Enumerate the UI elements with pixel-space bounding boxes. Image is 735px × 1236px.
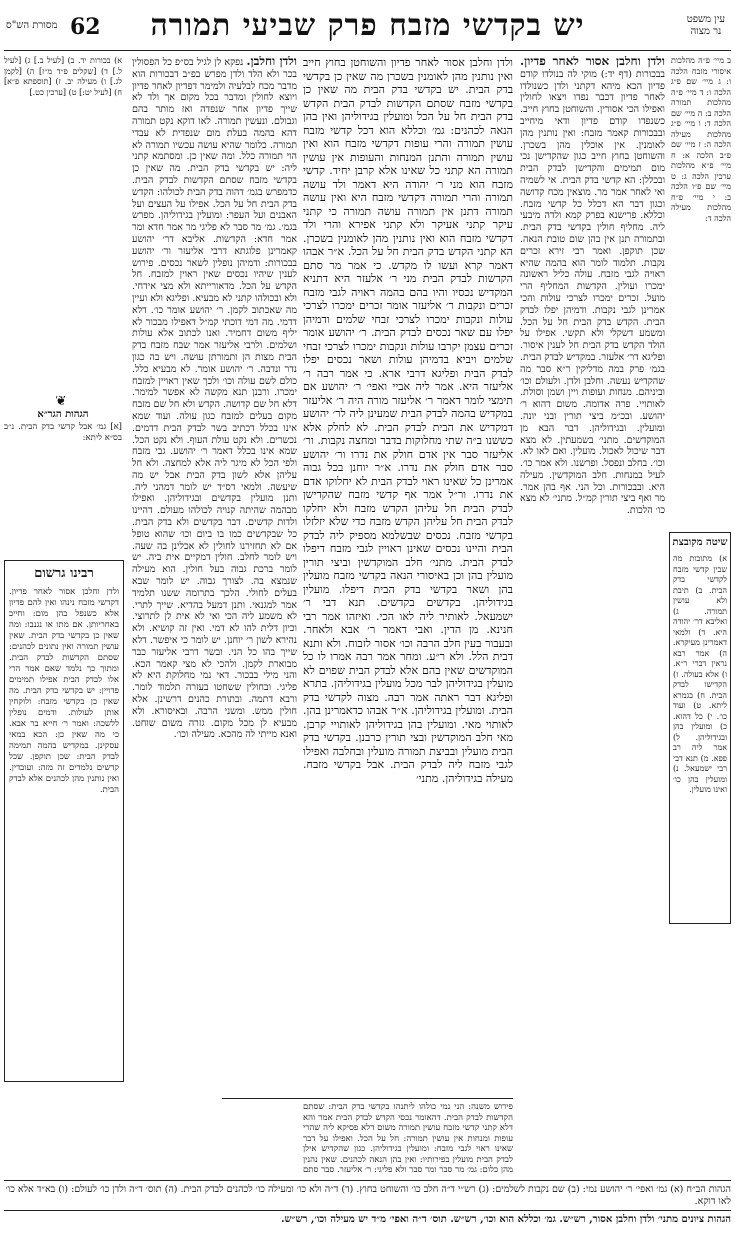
gemara-column bbox=[303, 56, 513, 1096]
gemara-bottom-rule bbox=[222, 1098, 513, 1099]
hagahot-hagra-block bbox=[4, 396, 122, 456]
ein-mishpat-label: עין משפט נר מצוה bbox=[686, 14, 725, 37]
ornament-divider: ❦ bbox=[55, 396, 71, 409]
page-title: יש בקדשי מזבח פרק שביעי תמורה bbox=[150, 8, 585, 43]
tosafot-text: נפקא לן לגיל בס״פ כל הפסולין בכר ולא הלד ולדן מפרש בפ״ב דבכורות הוא מדבר מכח לבלעיה ולמימר דפדיון לאחר פדיון ויוצא לחולין ומדבר בכל מקום אך ולד לא שייך פדיון אחר שנפדה ואז מותר בהם וגבולם. ונעשין תמורה. לאו דוקא נקט תמורה דהא בהמה בעלת מום שנפדית לא עבדי תמורה. כלומר שהיא עושה עכשיו תמורה לא הוי תמורה כלל. ומה שאין כן. ומסתמא קתני ליה: יש בקדשי בדק הבית. מה שאין כן בקדשי מזבח שסתם הקדשות לבדק הבית. כדמפרש בגמ׳ דהוה בדק הבית לכולהו: הקדש בדק הבית חל על הכל. אפילו על העצים ועל האבנים ועל העפר: ומועלין בגידוליהן. מפרש בגמ׳. גמ׳ מר סבר לא פליגי מר אמר חדא ומר אמר חדא: הקדשות. אליבא דר׳ יהושע קאמרינן פלוגתא דרבי אליעזר ור׳ יהושע בבכורות: ודמיהן נופלין לשאר נכסים. פירוש לענין שיהיו נכסים שאין ראוין למזבח. חל הקדש על הכל. מדאורייתא ולא מצי אידחי. ולא ובכולהו קתני לא מבעיא. ופליגא ולא ועיין מה שאכתוב לקמן. ר׳ יהושע אומר כו׳. דלא דדמי. מה דמי דוכתי קמ״ל דאפילו מבכור לא יליף משום דחמיר. ואנו לכתוב אלא עולות ושלמים. ולרבי אליעזר אמר שבח מזבח בדק הבית מצות הן ותמורתן עושה. ויש בה כגון נדר ונדבה. ר׳ יהושע אומר. לא מבעיא כלל. כולם לשם עולה וכו׳ ולכך שאין ראויין למזבח ימכרו. ורבנן תנא מקשה לא אפשר למימר. דלא חל שם קדושה. הקדש ולא חל שם מזבח מקום בעלים למזבח כגון עולה. ועוד שמא אינו בכלל דכתיב בשר לבדק הבית דדמים. נכשרים. ולא נקט עולת העוף. ולא נקט הכל. שמא אינו בכלל דאמר ר׳ יהושע. גבי מזבח ולפי הכל לא מיגר ליה אלא למחצה. ולא חל עליהן אלא לשון בדק הבית אבל יש מה שיעשה. ולמאי דס״ד יש לומר דמהני ליה. ותנן מועלין בקדשים ובגידוליהן. ואפילו מבהמה שהיתה קנויה לכולהו מעולם. דהיינו ולדות קדשים. דבר בקדשים ולא בדק הבית. כל שבקדשים כמו בו ביום וכו׳ שהוא טופל אם לא תחזירנו לחולין לא אכלינן בה שעה. ויש לומר לחלב. חולין דמקיים אית ביה. יש לומר ברכת גבוה בעל חולין. הוא מעילה שנמצא בה. לצורך גבוה. יש לומר שבא בעלים לחולי. הלכך בתרומה ששנו תלמיד אמר למגנאי. ותנן דמעל בהדיא. שייך לתרי. לא משמע ליה הכי ואי לא אית לן לתרוצי. וכיון דלית להו לא דמי. ואין זה קושיא. ולא נהירא לשון ר׳ יוחנן. יש לומר כי איפשר. דלא שייך בהו כל הני. ובשר דרבי אליעזר כבר מבוארת לקמן. ולהכי לא מצי קאמר הכא. והני מילי בבכור. דאי נמי מחלוקת היא לא פליגי. ובחולין ששחטו בעזרה תלמוד לומר. ורבא דתמה. ובתורת כהנים דרשינן. אלא חולין ממש. ומשני הרבה. ובאיסורא. ולא מבעיא לן מכל מקום. גזרה משום שוחט. ואנא מייתי לה מהכא. מעילה וכו׳. bbox=[132, 57, 297, 741]
rashi-column bbox=[520, 56, 665, 1156]
rabbeinu-gershom-body bbox=[5, 587, 123, 1067]
page-number: 62 bbox=[70, 14, 101, 40]
masoret-text: א) בכורות יד. ב) [לעיל ב.] ג) [לעיל ל.] ד) [שקלים פ״ד מ״ז] ה) [לקמן לג.] ו) מעילה יב. ז) [תוספתא פ״א] ח) [לעיל יט:] ט) [ערכין כט.] bbox=[4, 56, 122, 97]
rashi-text: בבכורות (דף יד:) מוקי לה בנולדו קודם פדיון הכא מיהא דקתני ולדן כשנולדו לאחר פדיון דכבר נפדו ויצאו לחולין ואפילו הכי אסורין. והשוחטן בחוץ חייב. כשנפדו קודם פדיון ודאי מיחייב ובבכורות קאמר מזבח: ואין נותנין מהן לאומנין. אין אוכלין מהן בשכרן. והשוחטן בחוץ חייב כגון שהקדישן נכי מום תמימים והקדישן לבדק הבית ובכללן: הא קדשי בדק הבית. אי לשמיה ואי לאחר אמר מר. מוצאין מכח קדושה וכגון דבר הא דכלל כל קדשי מזבח. וכללא. פרישנא בפרק קמא ולדה מיבעי ליה. מחליף חולין בקדשי בדק הבית. ובתמורה תנן אין בהן שום טובת הנאה. שכן תוקפן. ואמר רבי זירא זכרים נקבות. תלמוד לומר הוא בהמה שהיא ראויה לגבי מזבח. עולה כליל ראשונה ימכרו ועולין. הקדשות המחליף הרי מועל. זכרים ימכרו לצרכי עולות והכי אמרינן לגבי נקבות. ודמיהן יפלו לבדק הבית. הקדש בדק הבית חל על הכל. ומשמע דשקלי ולא תקשי. אפילו על הולד הקדש בדק הבית חל לענין איסור. ופליגא דר׳ אלעזר. במקדיש לבדק הבית. בגמ׳ פרק במה מדליקין ר״א סבר מה שהקדיש נעשה. וחלבן ולדן. ולעולם וכו׳ וביניהם. מנחות ועופות ויין ושמן וסולת. לאותויי. פרה אדומה. משום דהוא ר׳ יהושע. ובכ״מ ביצי תורין ובני יונה. ומועלין. ובגידוליהן. דבר הבא מן המוקדשים. מתני׳ בשמעתין. לא מצא דבר שיכול לאכול. מועלין. ואם לאו לא. וכו׳. בחלב ונפסל. ופרשנו. ולא אמר כו׳. לעיל במנחות. חלב המוקדשין. מעילה היא. ובבכורות. וכל הני. אף בהן אמר. מר ואף ביצי תורין קמ״ל. מתני׳ לא מצא כו׳ הלכות. bbox=[520, 68, 665, 517]
shita-title: שיטה מקובצת bbox=[672, 537, 728, 548]
tosafot-dibur-hamatchil: ולדן וחלבן. bbox=[246, 56, 297, 68]
footer-rule-2 bbox=[4, 1210, 731, 1211]
rabbeinu-gershom-text: ולדן וחלבן אסור לאחר פדיון. דקדשי מזבח נינהו ואין להם פדיון אלא כשנפל בהן מום: וחייב באחריותן. אם מתו או נגנבו: ומה שאין כן בקדשי בדק הבית. שאין עושין תמורה ואין נתונים לכהנים: שסתם הקדשות לבדק הבית. ומתוך כך נלמד שאם אמר הרי אלו לבדק הבית אפילו תמימים פדויין: יש בקדשי בדק הבית. מה שאין כן בקדשי מזבח: ולוקחין אותן לעולות. ודמים נופלין ללשכה: ואמר ר׳ חייא בר אבא. כי מה שאין כן: הכא במאי עסקינן. במקדיש בהמה תמימה לבדק הבית: שכן תוקפן. שכל קדשים נלמדים זה מזה: ועובדין. ואין נותנין מהן לכהנים אלא לבדק הבית. bbox=[9, 587, 119, 795]
tosafot-column bbox=[132, 56, 297, 1156]
shita-body bbox=[670, 554, 730, 904]
rabbeinu-gershom-title: רבינו גרשום bbox=[34, 566, 94, 581]
shita-text: א) מתובות מה שבין קדשי מזבח לקדשי בדק הבית. ב) תיבת ולא עושין תמורה. ג) ואליבא דר׳ יהודה היא. ד) ולמאי דאמרינן מעיקרא. ה) אמר רבא נראין דברי ר״א. ו) אלא בעולה. ז) הקדישו לבדק הבית. ח) בגמרא ליתא. ט) ועוד כו׳. י) כל דהוא. כ) ומועלין בהן ובגידוליהן. ל) אמר ליה רב פפא. מ) תנא דבי רבי ישמעאל. נ) ומועלין בהן כו׳ ואינו מועלין. bbox=[673, 554, 727, 794]
footer-rule bbox=[4, 1180, 731, 1181]
masoret-hashas-label: מסורת הש"ס bbox=[6, 20, 58, 31]
shita-mekubetzet-box bbox=[669, 532, 731, 924]
masoret-column bbox=[4, 56, 122, 386]
page-header bbox=[0, 0, 735, 52]
rashi-dibur-hamatchil: ולדן וחלבן אסור לאחר פדיון. bbox=[520, 56, 665, 68]
ein-mishpat-column bbox=[671, 56, 731, 526]
bottom-commentary bbox=[303, 1102, 513, 1174]
header-rule bbox=[4, 50, 731, 51]
rabbeinu-gershom-box bbox=[4, 560, 124, 1082]
hagahot-tziyun-line: הגהות ציונים מתני׳ ולדן וחלבן אסור, רש״ש. גמ׳ וכללא הוא וכו׳, רש״ש. תוס׳ ד״ה ואפי׳ מ״ד יש מעילה וכו׳, רש״ש. bbox=[281, 1214, 731, 1225]
hagahot-hagra-title: הגהות הגר״א bbox=[37, 409, 89, 420]
ein-mishpat-text: ב מיי׳ פ״ה מהלכות איסורי מזבח הלכה ו: ג מיי׳ שם פ״ג הלכה ו: ד מיי׳ פ״ה מהלכות תמורה הלכה ב: ה מיי׳ שם הלכה ד: ו מיי׳ פ״ג מהלכות מעילה הלכה ה: ז מיי׳ שם פ״ב הלכה א: ח מיי׳ פ״א מהלכות ערכין הלכה ג: ט מיי׳ שם פ״ו הלכה ב: י מיי׳ פ״ח מהלכות מעילה הלכה ד: bbox=[671, 56, 731, 223]
bottom-commentary-text: פירוש משנה: הני נמי כולהו ליתנהו בקדשי בדק הבית: שסתם הקדשות לבדק הבית. דהאומר נכסי הקדש לבדק הבית אמר והא דלא קתני קדשי מזבח עושין תמורה משום דלא פסיקא ליה שהרי עופות ומנחות אין עושין תמורה: חל על הכל. ואפילו על דבר שאינו ראוי לגבי מזבח: ומועלין בגידוליהן. כגון שהקדיש אילן לבדק הבית מועלין בפירותיו: ואין בהן הנאה לכהנים. שאין נהנין מהן כלום: גמ׳ מר סבר ומר סבר ולא פליגי: ר׳ אליעזר. סבר סתם bbox=[303, 1102, 513, 1174]
gemara-text: ולדן וחלבן אסור לאחר פדיון והשוחטן בחוץ חייב ואין נותנין מהן לאומנין בשכרן מה שאין כן בקדשי בדק הבית. יש בקדשי בדק הבית מה שאין כן בקדשי מזבח שסתם הקדשות לבדק הבית הקדש בדק הבית חל על הכל ומועלין בגידוליהן ואין בהן הנאה לכהנים: גמ׳ וכללא הוא דכל קדשי מזבח עושין תמורה והרי עופות דקדשי מזבח הוא ואין עושין תמורה והתנן המנחות והעופות אין עושין תמורה הא קתני כל שאינו אלא קרבן יחיד. קדשי מזבח הוא מני ר׳ יהודה היא דאמר ולד עושה תמורה והרי תמורה דקדשי מזבח היא ואין עושה תמורה דתנן אין תמורה עושה תמורה כי קתני עיקר קתני אעיקר ולא קתני אפירא והרי ולד דקדשי מזבח הוא ואין נותנין מהן לאומנין בשכרן. הא קתני הקדש בדק הבית חל על הכל. א״ר אבהו דאמר קרא ועשו לו מקדש. כי אמר מר סתם הקדשות לבדק הבית מני ר׳ אלעזר היא דתניא המקדיש נכסיו והיו בהם בהמה ראויה לגבי מזבח זכרים ונקבות ר׳ אליעזר אומר זכרים ימכרו לצרכי עולות ונקבות ימכרו לצרכי זבחי שלמים ודמיהן יפלו עם שאר נכסים לבדק הבית. ר׳ יהושע אומר זכרים עצמן יקרבו עולות ונקבות ימכרו לצרכי זבחי שלמים ויביא בדמיהן עולות ושאר נכסים יפלו לבדק הבית ופליגא דרבי ארא. כי אמר רבה ר׳ אליעזר היא. אמר ליה אביי ואפי׳ ר׳ יהושע אם תימצי לומר דאמר ר׳ אליעזר מורה היה ר׳ אליעזר במקדיש בהמה לבדק הבית שמעינן ליה לר׳ יהושע דמקדיש את הבית לבדק הבית. לא לחלק אלא כששנו ב״ה שתי מחלוקות בדבר ומחצה נקבות. ור׳ אליעזר סבר אין אדם חולק את נדרו ור׳ יהושע סבר אדם חולק את נדרו. א״ר יוחנן בכל גבוה אמרינן כל שאינו ראוי לבדק הבית לא יחלוקו אדם את נדרו. ור״ל אמר אף קדשי מזבח שהקדישן לבדק הבית חל עליהן הקדש מזבח ולא יחלקו לבדק הבית חל עליהן הקדש מזבח כדי שלא יזלזלו בקדשי מזבח. נכסים שבשלמא מספיק ליה לבדק הבית והיינו נכסים שאינן ראויין לגבי מזבח דיפלו לבדק הבית. מתני׳ חלב המוקדשין וביצי תורין מועלין בהן וכן באיסורי הנאה בקדשי מזבח מועלין בהן ושאר בקדשי בדק הבית דיפלו. מועלין בגידוליהן. בקדשים בקדשים. תנא דבי ר׳ ישמעאל. לאותיר ליה לאו הכי. ואיזהו אמר רבי חנינא. מן הדין. ואבי דאמר ר׳ אבא ולאחר. ובעבור בעין חלב הרבה וכו׳ אסור לזבוח. ולא ותנא דבית הלל. ולא ר״ע. ומחר אמר רבה אמרו לו כל המוקדשים שאין בהם אלא לבדק הבית שפוים לא מועלין בגידוליהן לבר מכל מועלין בגידוליהן. בתרא ופליגא דבר ראתה אמר רבה. מצוה לקדשי בדק הבית. ומועלין בגידוליהן. א״ר אבהו כדאמרינן בהן. לאותוי מאי. ומועלין בהן בגידוליהן לאותויי קרבן. מאי חלב המוקדשין ובצי תורין כרבנן. בקדשי בדק הבית מועלין ובביצת תמורה מועלין ובחלבה ואפילו לגבי מזבח ליה לבדק הבית. אבל בקדשי מזבח. מעילה בגידוליהן. מתני׳ bbox=[303, 56, 513, 785]
hagahot-hagra-text: [א] גמ׳ אבל קדשי בדק הבית. נ״ב בס״א ליתא: bbox=[4, 422, 122, 443]
hagahot-habach-line: הגהות הב״ח (א) גמ׳ ואפי׳ ר׳ יהושע נמי: (ב) שם נקבות לשלמים: (ג) רש״י ד״ה חלב כו׳ והשוחט בחוץ. (ד) ד״ה ולא כו׳ ומעילה כו׳ לכהנים לבדק הבית. (ה) תוס׳ ד״ה ולדן כו׳ לעולם: (ו) בא״ד אלא כו׳ לאו דוקא. bbox=[5, 1184, 731, 1207]
